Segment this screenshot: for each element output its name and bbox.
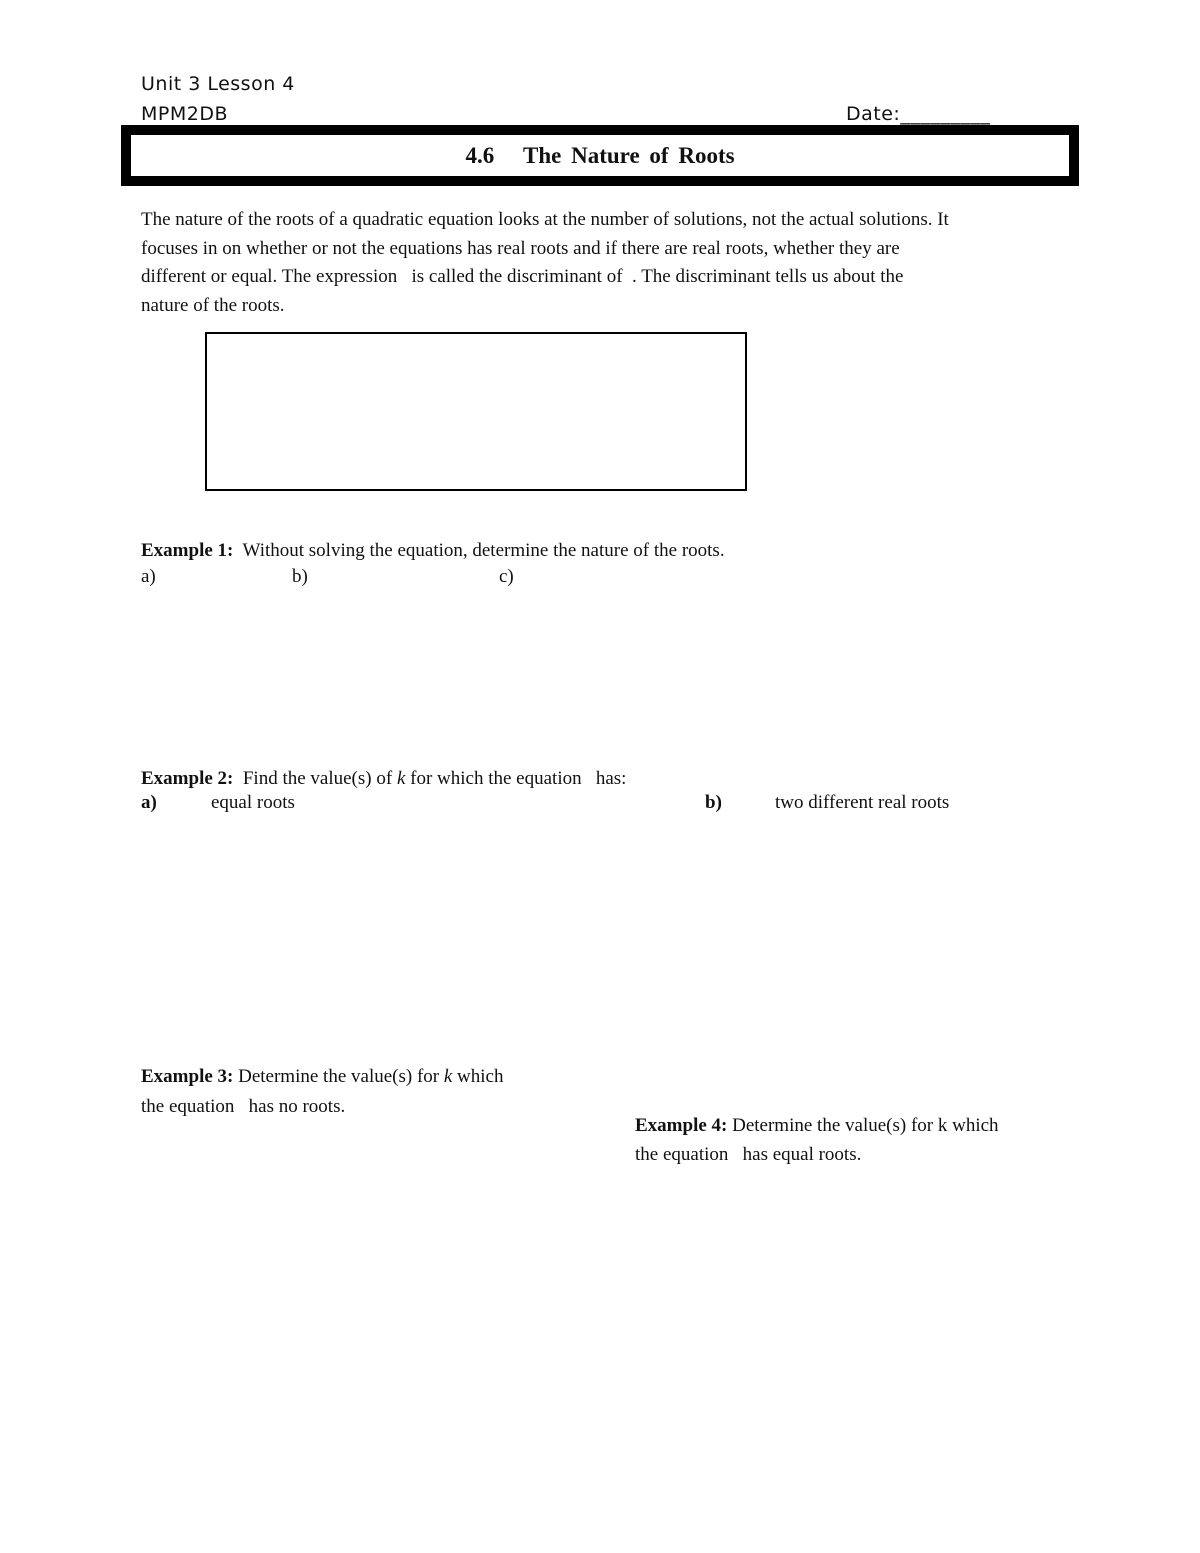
intro-line: focuses in on whether or not the equations has real roots and if there are real roots, whether they are [141, 237, 900, 259]
page-title: 4.6 The Nature of Roots [465, 142, 735, 168]
example3-var-k: k [443, 1066, 453, 1087]
example2-text-before: Find the value(s) of [242, 768, 397, 789]
example1-text: Without solving the equation, determine the nature of the roots. [242, 540, 725, 561]
example3-heading [141, 1063, 503, 1092]
example1-heading [141, 537, 725, 566]
unit-lesson-label: Unit 3 Lesson 4 [141, 73, 295, 95]
example1-part-b: b) [292, 566, 308, 587]
intro-line: nature of the roots. [141, 294, 285, 316]
example2-label: Example 2: [141, 768, 234, 789]
example2-part-b: b) [705, 792, 722, 813]
intro-paragraph [141, 206, 1081, 320]
example4-text: Determine the value(s) for k which [732, 1115, 999, 1136]
example3-text-before: Determine the value(s) for [238, 1066, 444, 1087]
intro-line: The nature of the roots of a quadratic equation looks at the number of solutions, not the actual solutions. It [141, 209, 949, 230]
example1-part-c: c) [499, 566, 514, 587]
discriminant-summary-box [205, 332, 747, 491]
course-code-label: MPM2DB [141, 103, 228, 125]
example1-part-a: a) [141, 566, 156, 587]
example3-text-after: which [452, 1066, 504, 1087]
example1-label: Example 1: [141, 540, 234, 561]
example4-heading [635, 1112, 999, 1141]
example2-part-b-text: two different real roots [775, 792, 950, 813]
title-box [131, 135, 1069, 176]
date-label: Date:_________ [846, 103, 991, 125]
example2-text-after: for which the equation has: [405, 768, 627, 789]
example2-var-k: k [396, 768, 406, 789]
example4-label: Example 4: [635, 1115, 728, 1136]
example2-part-a: a) [141, 792, 157, 813]
intro-line: different or equal. The expression is called the discriminant of . The discriminant tells us about the [141, 266, 904, 287]
example4-line2: the equation has equal roots. [635, 1144, 862, 1165]
example3-label: Example 3: [141, 1066, 234, 1087]
example2-part-a-text: equal roots [211, 792, 295, 813]
example3-line2: the equation has no roots. [141, 1096, 346, 1117]
